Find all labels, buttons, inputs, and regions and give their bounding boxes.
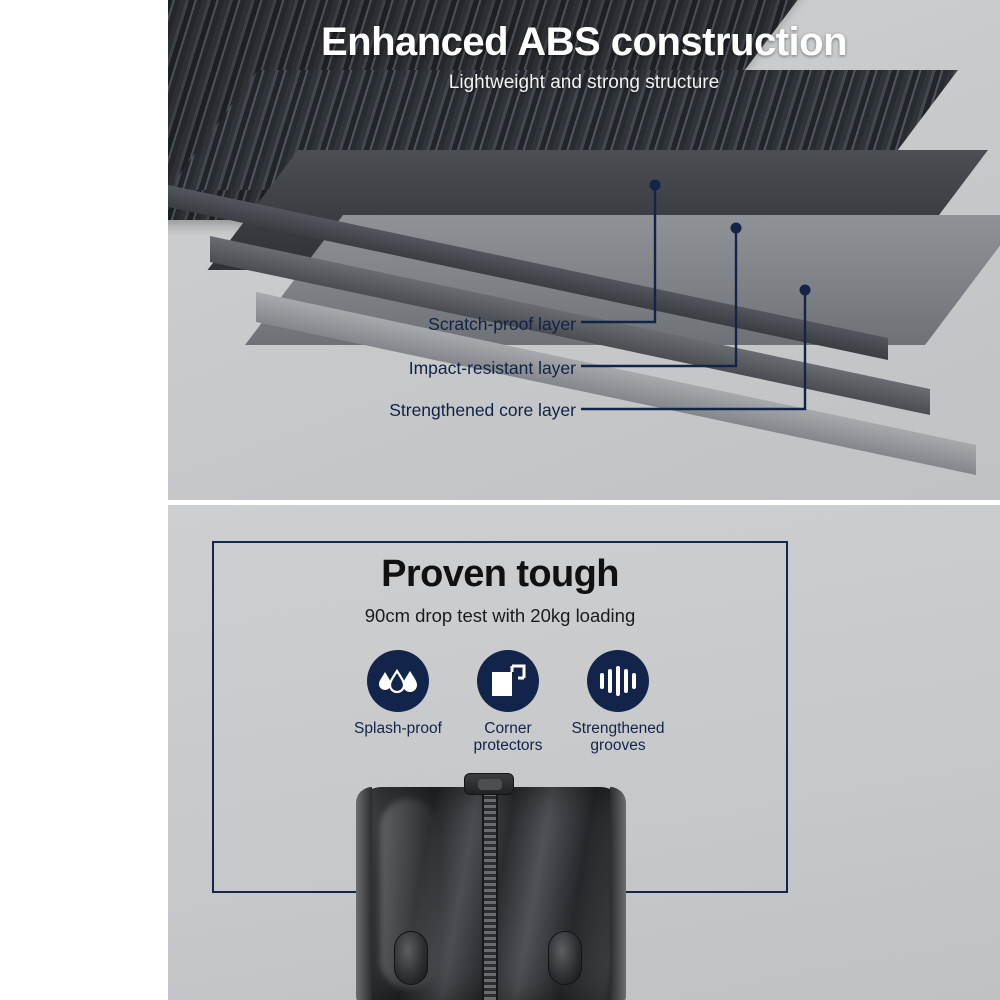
feature-list	[348, 650, 668, 755]
suitcase-image	[346, 773, 636, 1000]
feature-corner-protectors	[458, 650, 558, 755]
callout-label-core: Strengthened core layer	[389, 400, 576, 420]
feature-label-strengthened-grooves: Strengthened grooves	[571, 720, 665, 755]
suitcase-zipper	[482, 793, 498, 1000]
feature-label-corner-protectors: Corner protectors	[473, 720, 543, 755]
corner-protector-icon	[477, 650, 539, 712]
suitcase-left-edge	[356, 787, 372, 1000]
callout-label-scratch-proof: Scratch-proof layer	[428, 314, 576, 334]
feature-splash-proof	[348, 650, 448, 737]
panel1-title: Enhanced ABS construction	[320, 20, 848, 64]
panel-divider	[168, 500, 1000, 505]
suitcase-handle	[464, 773, 514, 795]
panel2-title: Proven tough	[381, 553, 619, 595]
panel2-subtitle: 90cm drop test with 20kg loading	[364, 605, 636, 626]
feature-label-splash-proof: Splash-proof	[354, 720, 442, 737]
suitcase-wheel-left	[394, 931, 428, 985]
callout-label-impact-resistant: Impact-resistant layer	[408, 358, 576, 378]
water-drops-icon	[367, 650, 429, 712]
feature-strengthened-grooves	[568, 650, 668, 755]
callout-lines	[168, 0, 1000, 500]
left-white-margin	[0, 0, 168, 1000]
suitcase-wheel-right	[548, 931, 582, 985]
panel1-subtitle: Lightweight and strong structure	[448, 72, 720, 93]
panel-proven-tough	[168, 505, 1000, 1000]
panel-abs-construction	[168, 0, 1000, 500]
suitcase-right-edge	[610, 787, 626, 1000]
grooves-icon	[587, 650, 649, 712]
